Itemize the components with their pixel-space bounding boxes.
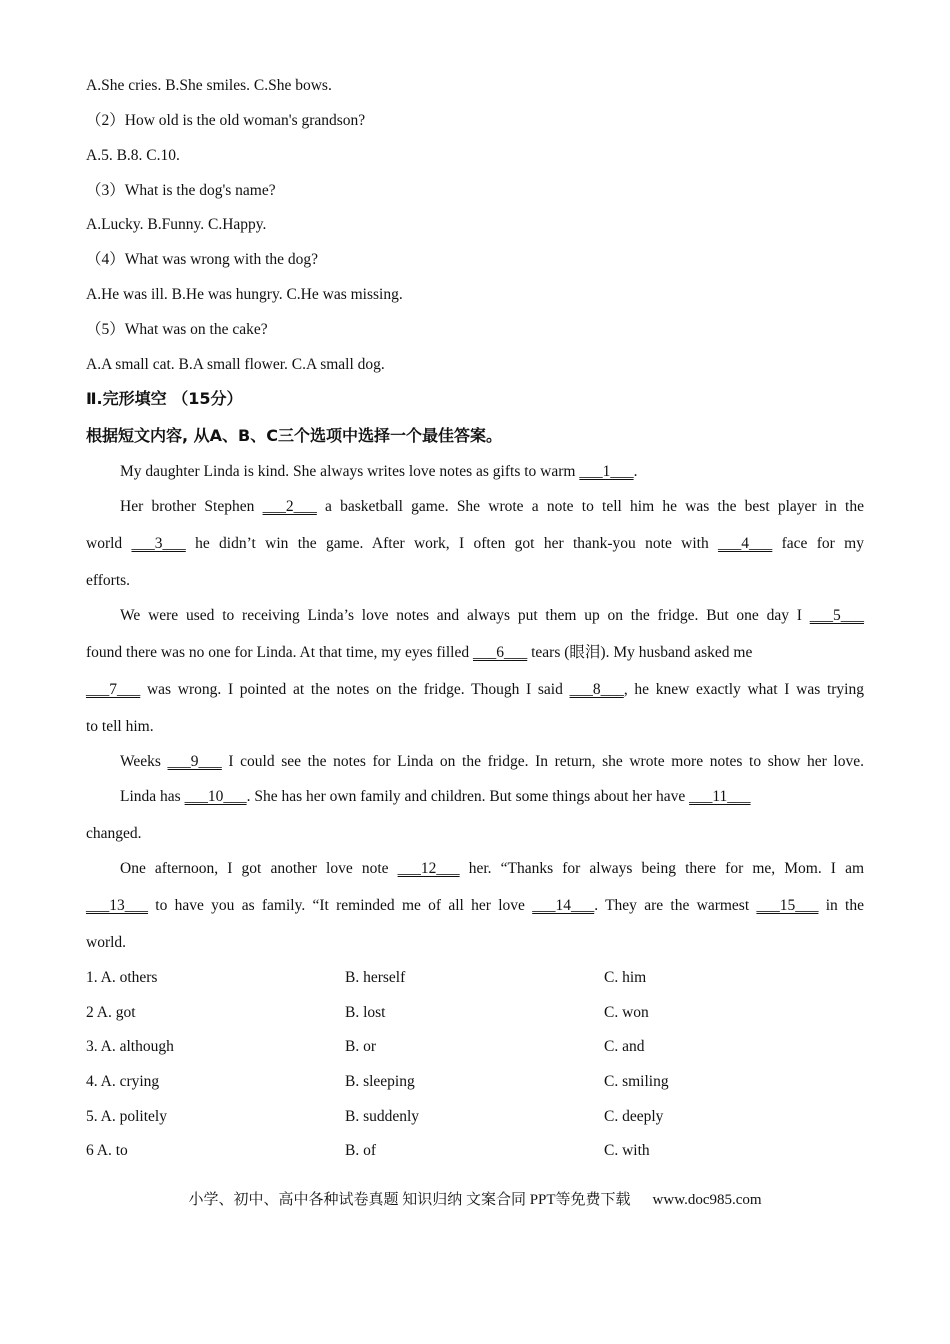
option-c: C. deeply <box>604 1108 664 1125</box>
text: found there was no one for Linda. At that time, my eyes filled <box>86 644 473 661</box>
q5-options: A.A small cat. B.A small flower. C.A small dog. <box>86 356 385 373</box>
cloze-paragraph-5-line-1 <box>120 787 751 807</box>
blank-12: ___12___ <box>397 860 460 877</box>
option-c: C. and <box>604 1038 645 1055</box>
text: . <box>633 463 638 480</box>
option-b: B. lost <box>345 1004 386 1021</box>
blank-8: ___8___ <box>569 681 624 698</box>
cloze-paragraph-2-line-2 <box>86 534 864 554</box>
option-a: 1. A. others <box>86 969 158 986</box>
blank-9: ___9___ <box>167 753 222 770</box>
text: Her brother Stephen <box>120 498 263 515</box>
section-title: Ⅱ.完形填空 （15分） <box>86 389 243 408</box>
text: world <box>86 535 132 552</box>
option-b: B. herself <box>345 969 406 986</box>
q1-options: A.She cries. B.She smiles. C.She bows. <box>86 77 332 94</box>
option-c: C. him <box>604 969 647 986</box>
option-a: 6 A. to <box>86 1142 128 1159</box>
text: Linda has <box>120 788 185 805</box>
text: face for my <box>772 535 864 552</box>
cloze-paragraph-6-line-1 <box>120 859 864 879</box>
text: Weeks <box>120 753 168 770</box>
blank-6: ___6___ <box>472 644 528 661</box>
question-3: （3）What is the dog's name? <box>86 182 276 199</box>
question-2: （2）How old is the old woman's grandson? <box>86 112 366 129</box>
option-b: B. suddenly <box>345 1108 420 1125</box>
blank-15: ___15___ <box>756 897 819 914</box>
option-a: 2 A. got <box>86 1004 136 1021</box>
q4-options: A.He was ill. B.He was hungry. C.He was missing. <box>86 286 403 303</box>
question-4: （4）What was wrong with the dog? <box>86 251 319 268</box>
text: One afternoon, I got another love note <box>120 860 398 877</box>
option-c: C. with <box>604 1142 650 1159</box>
cloze-paragraph-5-line-2: changed. <box>86 825 142 842</box>
cloze-paragraph-6-line-3: world. <box>86 934 127 951</box>
option-a: 5. A. politely <box>86 1108 167 1125</box>
text: , he knew exactly what I was trying <box>623 681 864 698</box>
cloze-paragraph-2-line-1 <box>120 497 864 517</box>
text: to have you as family. “It reminded me of all her love <box>148 897 533 914</box>
blank-3: ___3___ <box>131 535 186 552</box>
blank-5: ___5___ <box>809 607 864 624</box>
blank-11: ___11___ <box>689 788 751 805</box>
cloze-paragraph-1 <box>120 462 637 482</box>
cloze-paragraph-2-line-3: efforts. <box>86 572 131 589</box>
footer-text: 小学、初中、高中各种试卷真题 知识归纳 文案合同 PPT等免费下载 <box>188 1192 631 1208</box>
cloze-paragraph-3-line-2 <box>86 643 752 663</box>
text: was wrong. I pointed at the notes on the fridge. Though I said <box>140 681 570 698</box>
question-5: （5）What was on the cake? <box>86 321 268 338</box>
cloze-paragraph-6-line-2 <box>86 896 864 916</box>
text: I could see the notes for Linda on the fridge. In return, she wrote more notes to show her love. <box>221 753 864 770</box>
option-b: B. or <box>345 1038 376 1055</box>
text: . They are the warmest <box>594 897 757 914</box>
text: . She has her own family and children. But some things about her have <box>246 788 690 805</box>
text: We were used to receiving Linda’s love notes and always put them up on the fridge. But one day I <box>120 607 810 624</box>
text: My daughter Linda is kind. She always writes love notes as gifts to warm <box>120 463 580 480</box>
option-a: 3. A. although <box>86 1038 174 1055</box>
cloze-paragraph-3-line-1 <box>120 606 864 626</box>
option-b: B. of <box>345 1142 376 1159</box>
text: in the <box>818 897 864 914</box>
cloze-paragraph-4 <box>120 752 864 772</box>
text: a basketball game. She wrote a note to tell him he was the best player in the <box>316 498 864 515</box>
q3-options: A.Lucky. B.Funny. C.Happy. <box>86 216 267 233</box>
cloze-paragraph-3-line-4: to tell him. <box>86 718 154 735</box>
page-footer <box>0 1190 950 1210</box>
blank-4: ___4___ <box>718 535 773 552</box>
option-a: 4. A. crying <box>86 1073 160 1090</box>
blank-7: ___7___ <box>86 681 141 698</box>
section-instruction: 根据短文内容, 从A、B、C三个选项中选择一个最佳答案。 <box>86 426 502 445</box>
text: her. “Thanks for always being there for me, Mom. I am <box>459 860 865 877</box>
blank-13: ___13___ <box>86 897 148 914</box>
option-c: C. smiling <box>604 1073 669 1090</box>
blank-14: ___14___ <box>532 897 595 914</box>
text: tears (眼泪). My husband asked me <box>527 644 753 661</box>
option-b: B. sleeping <box>345 1073 415 1090</box>
blank-10: ___10___ <box>184 788 247 805</box>
blank-1: ___1___ <box>579 463 634 480</box>
cloze-paragraph-3-line-3 <box>86 680 864 700</box>
option-c: C. won <box>604 1004 649 1021</box>
blank-2: ___2___ <box>262 498 317 515</box>
q2-options: A.5. B.8. C.10. <box>86 147 180 164</box>
footer-url[interactable]: www.doc985.com <box>652 1192 762 1208</box>
text: he didn’t win the game. After work, I often got her thank-you note with <box>185 535 719 552</box>
